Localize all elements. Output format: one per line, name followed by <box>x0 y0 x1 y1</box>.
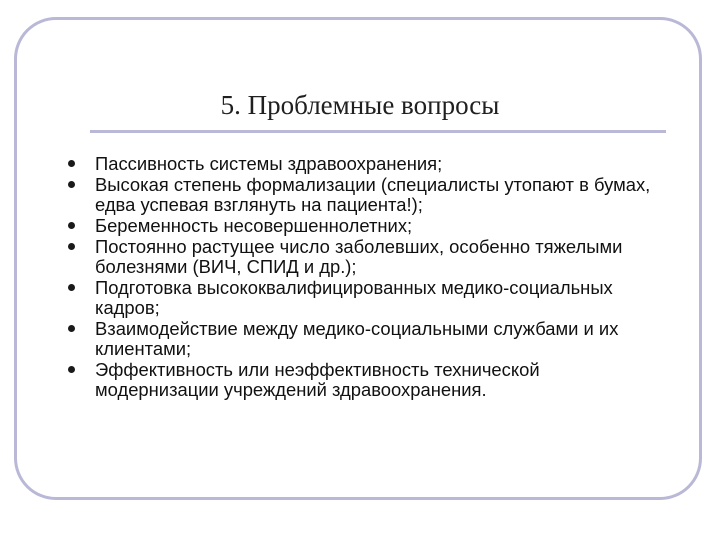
bullet-item <box>68 360 658 400</box>
title-underline <box>90 130 666 133</box>
bullet-icon <box>68 181 75 188</box>
bullet-item <box>68 278 658 318</box>
bullet-text: Пассивность системы здравоохранения; <box>95 153 443 174</box>
bullet-text: Постоянно растущее число заболевших, особенно тяжелыми болезнями (ВИЧ, СПИД и др.); <box>95 236 623 277</box>
bullet-text: Беременность несовершеннолетних; <box>95 215 413 236</box>
bullet-icon <box>68 366 75 373</box>
bullet-item <box>68 216 658 236</box>
bullet-icon <box>68 160 75 167</box>
bullet-text: Высокая степень формализации (специалисты утопают в бумах, едва успевая взглянуть на пациента!); <box>95 174 651 215</box>
bullet-icon <box>68 325 75 332</box>
bullet-item <box>68 154 658 174</box>
bullet-icon <box>68 222 75 229</box>
bullet-icon <box>68 284 75 291</box>
bullet-text: Эффективность или неэффективность технической модернизации учреждений здравоохранения. <box>95 359 540 400</box>
bullet-item <box>68 175 658 215</box>
bullet-item <box>68 237 658 277</box>
slide-title: 5. Проблемные вопросы <box>220 90 500 120</box>
bullet-text: Взаимодействие между медико-социальными службами и их клиентами; <box>95 318 619 359</box>
bullet-icon <box>68 243 75 250</box>
bullet-list <box>68 154 658 401</box>
bullet-item <box>68 319 658 359</box>
bullet-text: Подготовка высококвалифицированных медико-социальных кадров; <box>95 277 613 318</box>
